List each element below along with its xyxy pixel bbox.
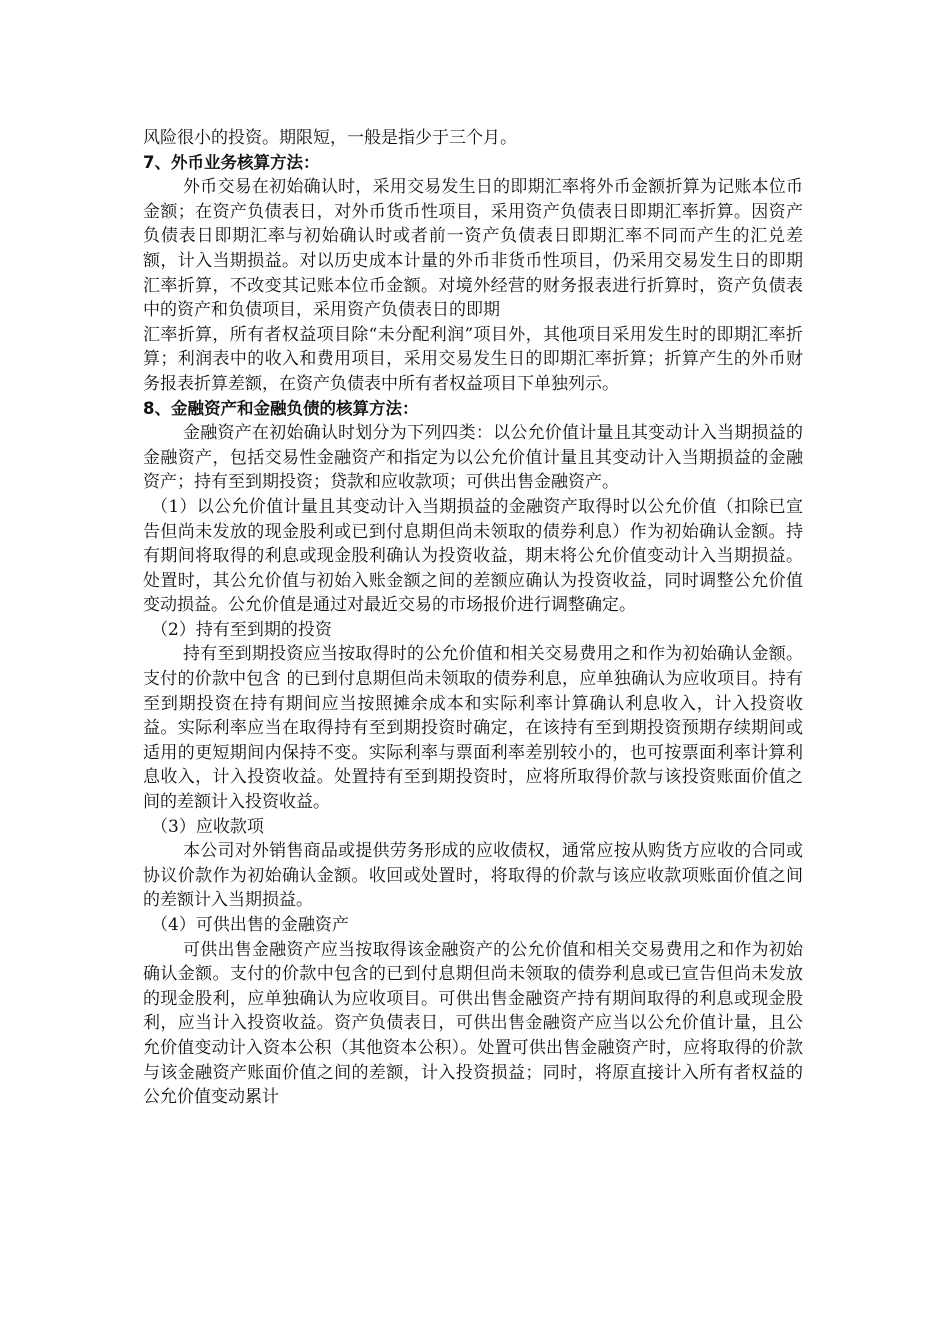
paragraph-held-to-maturity: 持有至到期投资应当按取得时的公允价值和相关交易费用之和作为初始确认金额。支付的价款中包含 的已到付息期但尚未领取的债券利息，应单独确认为应收项目。持有至到期投资在持有期间应当按照摊余成本和实际利率计算确认利息收入，计入投资收益。实际利率应当在取得持有至到期投资时确定，在该持有至到期投资预期存续期间或适用的更短期间内保持不变。实际利率与票面利率差别较小的，也可按票面利率计算利息收入，计入投资收益。处置持有至到期投资时，应将所取得价款与该投资账面价值之间的差额计入投资收益。	[143, 644, 803, 813]
heading-financial-assets: 8、金融资产和金融负债的核算方法：	[143, 398, 419, 418]
paragraph-foreign-currency-1: 外币交易在初始确认时，采用交易发生日的即期汇率将外币金额折算为记账本位币金额；在资产负债表日，对外币货币性项目，采用资产负债表日即期汇率折算。因资产负债表日即期汇率与初始确认时或者前一资产负债表日即期汇率不同而产生的汇兑差额，计入当期损益。对以历史成本计量的外币非货币性项目，仍采用交易发生日的即期汇率折算，不改变其记账本位币金额。对境外经营的财务报表进行折算时，资产负债表中的资产和负债项目，采用资产负债表日的即期	[143, 177, 803, 321]
subheading-held-to-maturity: （2）持有至到期的投资	[151, 619, 332, 640]
paragraph-available-for-sale: 可供出售金融资产应当按取得该金融资产的公允价值和相关交易费用之和作为初始确认金额。支付的价款中包含的已到付息期但尚未领取的债券利息或已宣告但尚未发放的现金股利，应单独确认为应收项目。可供出售金融资产持有期间取得的利息或现金股利，应当计入投资收益。资产负债表日，可供出售金融资产应当以公允价值计量，且公允价值变动计入资本公积（其他资本公积）。处置可供出售金融资产时，应将取得的价款与该金融资产账面价值之间的差额，计入投资损益；同时，将原直接计入所有者权益的公允价值变动累计	[143, 939, 803, 1108]
document-body	[143, 126, 803, 1110]
paragraph-receivables: 本公司对外销售商品或提供劳务形成的应收债权，通常应按从购货方应收的合同或协议价款作为初始确认金额。收回或处置时，将取得的价款与该应收款项账面价值之间的差额计入当期损益。	[143, 841, 803, 911]
paragraph-fvtpl: （1）以公允价值计量且其变动计入当期损益的金融资产取得时以公允价值（扣除已宣告但尚未发放的现金股利或已到付息期但尚未领取的债券利息）作为初始确认金额。持有期间将取得的利息或现金股利确认为投资收益，期末将公允价值变动计入当期损益。处置时，其公允价值与初始入账金额之间的差额应确认为投资收益，同时调整公允价值变动损益。公允价值是通过对最近交易的市场报价进行调整确定。	[143, 496, 803, 616]
heading-foreign-currency: 7、外币业务核算方法：	[143, 152, 320, 172]
subheading-receivables: （3）应收款项	[151, 816, 264, 837]
subheading-available-for-sale: （4）可供出售的金融资产	[151, 915, 349, 935]
paragraph-foreign-currency-2: 汇率折算，所有者权益项目除“未分配利润”项目外，其他项目采用发生时的即期汇率折算；利润表中的收入和费用项目，采用交易发生日的即期汇率折算；折算产生的外币财务报表折算差额，在资产负债表中所有者权益项目下单独列示。	[143, 324, 803, 394]
paragraph-cash-equivalent-tail: 风险很小的投资。期限短，一般是指少于三个月。	[143, 128, 517, 148]
paragraph-financial-assets-intro: 金融资产在初始确认时划分为下列四类：以公允价值计量且其变动计入当期损益的金融资产，包括交易性金融资产和指定为以公允价值计量且其变动计入当期损益的金融资产；持有至到期投资；贷款和应收款项；可供出售金融资产。	[143, 423, 803, 493]
